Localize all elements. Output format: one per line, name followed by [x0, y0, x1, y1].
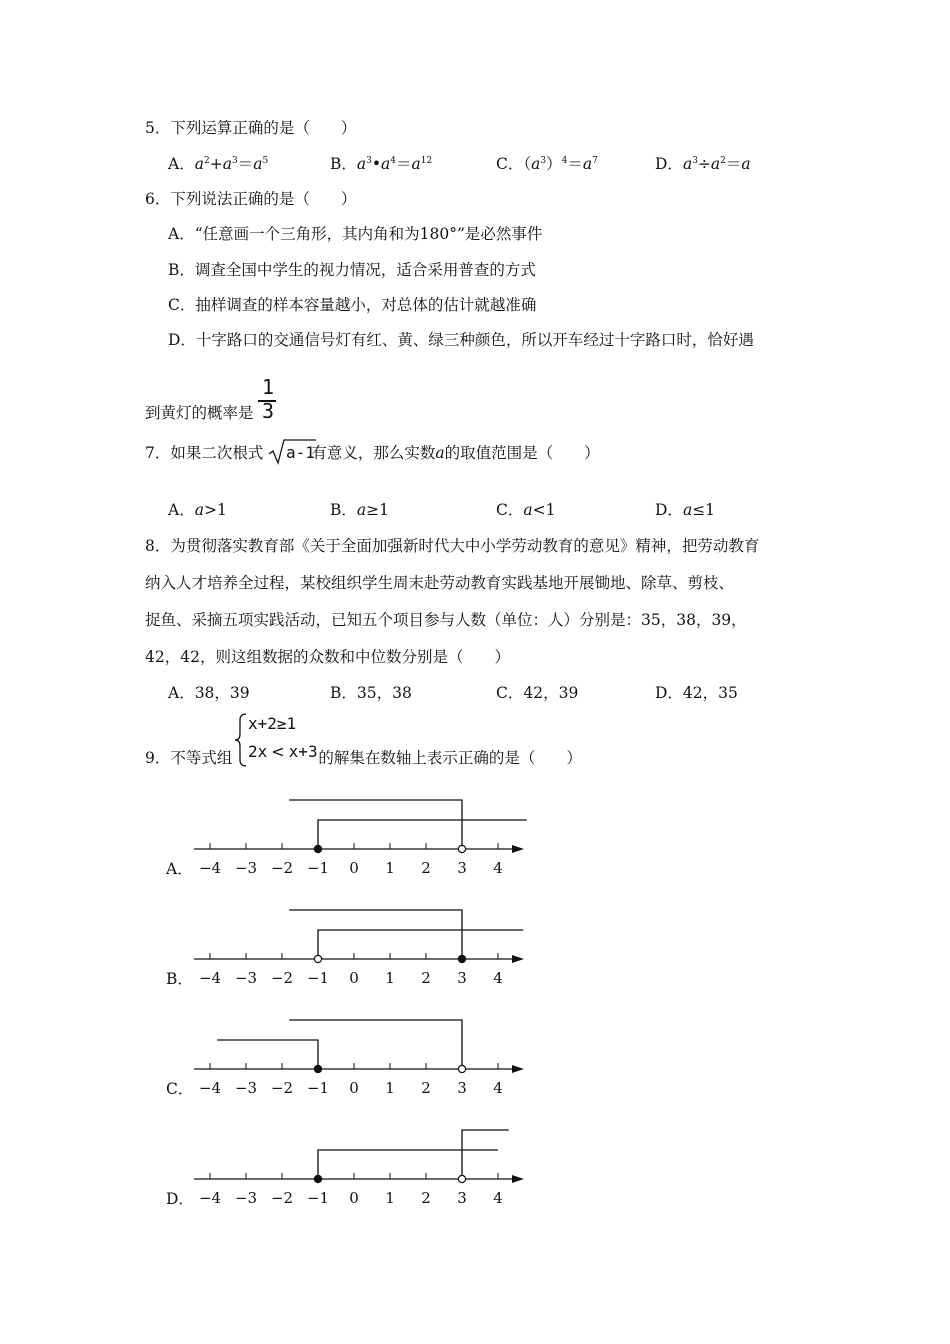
q8-option-c[interactable]: C．42，39	[496, 684, 579, 702]
tick-label: 1	[385, 1079, 395, 1097]
tick-label: 0	[349, 859, 359, 877]
q6-option-d[interactable]: D．十字路口的交通信号灯有红、黄、绿三种颜色，所以开车经过十字路口时，恰好遇	[168, 331, 754, 349]
q9-option-a-numberline[interactable]	[190, 790, 540, 890]
q8-stem-line1: 8．为贯彻落实教育部《关于全面加强新时代大中小学劳动教育的意见》精神，把劳动教育	[145, 537, 760, 555]
q9-option-c-numberline[interactable]	[190, 1010, 540, 1110]
fraction-denominator: 3	[261, 399, 275, 423]
tick-label: 4	[493, 969, 503, 987]
q9-stem: 9．不等式组 的解集在数轴上表示正确的是（ ）	[145, 749, 582, 767]
q8-option-b[interactable]: B．35，38	[330, 684, 412, 702]
closed-endpoint	[314, 1065, 321, 1072]
tick-label: 0	[349, 969, 359, 987]
q5-option-a[interactable]: A．$a^2+a^3=a^5$	[168, 155, 269, 173]
solution-ray-upper	[289, 1020, 462, 1069]
fraction-numerator: 1	[261, 375, 275, 399]
axis-arrow-icon	[512, 955, 524, 963]
q8-stem-line4: 42，42，则这组数据的众数和中位数分别是（ ）	[145, 648, 510, 666]
q7-option-a[interactable]: A．a>1	[168, 501, 227, 519]
tick-label: −2	[270, 1079, 294, 1097]
q9-option-b-label[interactable]: B．	[166, 970, 193, 988]
q5-stem: 5．下列运算正确的是（ ）	[145, 119, 357, 137]
open-endpoint	[314, 955, 321, 962]
solution-ray-upper	[462, 1130, 509, 1179]
solution-ray-lower	[318, 930, 523, 959]
brace-icon	[234, 712, 248, 768]
closed-endpoint	[314, 845, 321, 852]
axis-arrow-icon	[512, 1065, 524, 1073]
tick-label: −4	[198, 1079, 222, 1097]
tick-label: −2	[270, 969, 294, 987]
tick-label: 3	[457, 969, 467, 987]
tick-label: 2	[421, 1079, 431, 1097]
tick-label: 3	[457, 1079, 467, 1097]
tick-label: 0	[349, 1189, 359, 1207]
q5-option-b[interactable]: B．$a^3•a^4=a^{12}$	[330, 155, 433, 173]
q8-option-d[interactable]: D．42，35	[655, 684, 738, 702]
solution-ray-lower	[318, 1150, 498, 1179]
q6-option-a[interactable]: A．“任意画一个三角形，其内角和为180°”是必然事件	[168, 225, 543, 243]
q9-option-a-label[interactable]: A．	[166, 860, 193, 878]
axis-arrow-icon	[512, 845, 524, 853]
tick-label: 1	[385, 969, 395, 987]
closed-endpoint	[314, 1175, 321, 1182]
open-endpoint	[458, 1065, 465, 1072]
axis-arrow-icon	[512, 1175, 524, 1183]
q7-option-b[interactable]: B．a≥1	[330, 501, 389, 519]
tick-label: −3	[234, 969, 258, 987]
open-endpoint	[458, 1175, 465, 1182]
q5-option-c[interactable]: C．$(a^3)^4=a^7$	[496, 155, 598, 173]
tick-label: −1	[306, 969, 330, 987]
tick-label: −3	[234, 1189, 258, 1207]
solution-ray-lower	[217, 1040, 318, 1069]
open-endpoint	[458, 845, 465, 852]
tick-label: 2	[421, 1189, 431, 1207]
tick-label: −3	[234, 859, 258, 877]
solution-ray-upper	[289, 910, 462, 959]
q6-option-c[interactable]: C．抽样调查的样本容量越小，对总体的估计就越准确	[168, 296, 537, 314]
tick-label: 2	[421, 859, 431, 877]
q8-stem-line2: 纳入人才培养全过程，某校组织学生周末赴劳动教育实践基地开展锄地、除草、剪枝、	[145, 574, 735, 592]
q6-option-d-continued: 到黄灯的概率是	[145, 404, 254, 422]
tick-label: 2	[421, 969, 431, 987]
tick-label: −1	[306, 1189, 330, 1207]
q9-option-c-label[interactable]: C．	[166, 1080, 194, 1098]
q9-option-b-numberline[interactable]	[190, 900, 540, 1000]
q7-option-d[interactable]: D．a≤1	[655, 501, 716, 519]
tick-label: 4	[493, 1189, 503, 1207]
q5-option-d[interactable]: D．$a^3\div a^2=a$	[655, 155, 751, 173]
tick-label: 1	[385, 1189, 395, 1207]
tick-label: −4	[198, 859, 222, 877]
solution-ray-upper	[289, 800, 462, 849]
q6-stem: 6．下列说法正确的是（ ）	[145, 190, 357, 208]
tick-label: −2	[270, 1189, 294, 1207]
tick-label: 4	[493, 859, 503, 877]
tick-label: −3	[234, 1079, 258, 1097]
q9-inequality-1: x+2≥1	[248, 714, 297, 733]
q8-option-a[interactable]: A．38，39	[168, 684, 250, 702]
solution-ray-lower	[318, 820, 527, 849]
tick-label: 4	[493, 1079, 503, 1097]
tick-label: 3	[457, 859, 467, 877]
q9-inequality-2: 2x < x+3	[248, 742, 318, 761]
q6-option-b[interactable]: B．调查全国中学生的视力情况，适合采用普查的方式	[168, 261, 536, 279]
q7-stem: 7．如果二次根式 有意义，那么实数a的取值范围是（ ）	[145, 444, 600, 462]
q8-stem-line3: 捉鱼、采摘五项实践活动，已知五个项目参与人数（单位：人）分别是：35，38，39，	[145, 611, 747, 629]
tick-label: −1	[306, 859, 330, 877]
tick-label: −4	[198, 969, 222, 987]
q9-option-d-numberline[interactable]	[190, 1120, 540, 1220]
tick-label: 0	[349, 1079, 359, 1097]
q7-option-c[interactable]: C．a<1	[496, 501, 556, 519]
tick-label: 3	[457, 1189, 467, 1207]
q7-radicand: a-1	[286, 443, 315, 462]
tick-label: −1	[306, 1079, 330, 1097]
q9-option-d-label[interactable]: D．	[166, 1190, 194, 1208]
tick-label: −4	[198, 1189, 222, 1207]
tick-label: −2	[270, 859, 294, 877]
closed-endpoint	[458, 955, 465, 962]
tick-label: 1	[385, 859, 395, 877]
